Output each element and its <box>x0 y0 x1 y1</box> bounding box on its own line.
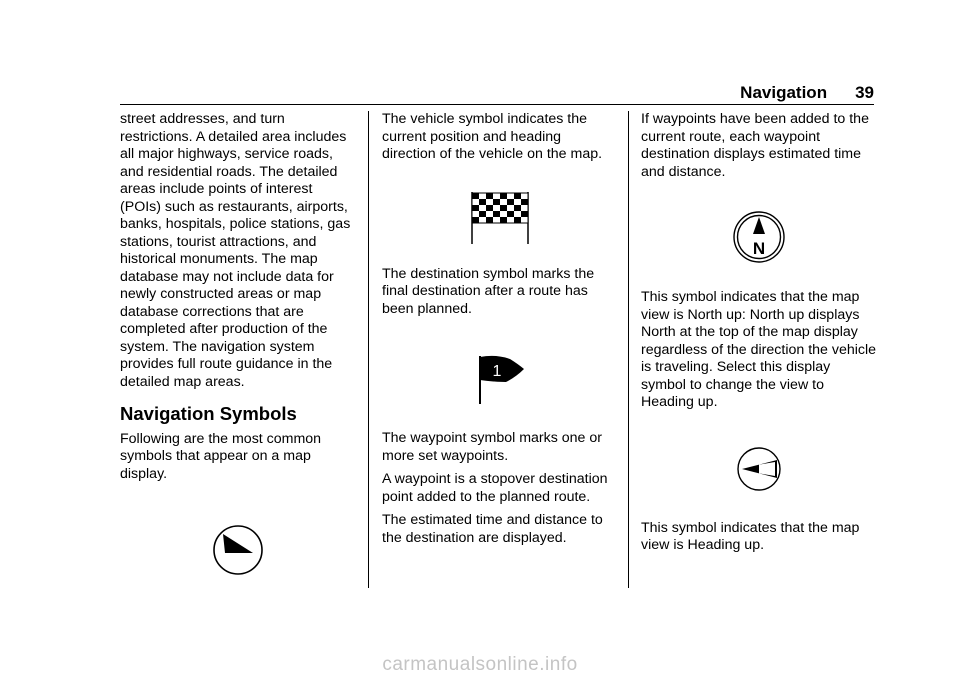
checker-square <box>472 217 479 223</box>
north-up-compass-icon <box>641 210 877 264</box>
paragraph-waypoint-time: If waypoints have been added to the current route, each waypoint destination displays estimated time and distance. <box>641 111 869 180</box>
checker-square <box>486 205 493 211</box>
vehicle-symbol-icon <box>120 523 356 577</box>
paragraph-heading-up: This symbol indicates that the map view is Heading up. <box>641 519 860 553</box>
destination-flag-icon <box>382 190 618 246</box>
checker-square <box>514 217 521 223</box>
paragraph-symbols-intro: Following are the most common symbols that appear on a map display. <box>120 430 322 482</box>
header-rule <box>120 104 874 105</box>
column-2 <box>382 111 618 553</box>
checker-square <box>500 193 507 199</box>
paragraph-destination-symbol: The destination symbol marks the final destination after a route has been planned. <box>382 265 595 317</box>
checker-square <box>486 193 493 199</box>
checker-square <box>507 199 514 205</box>
checker-square <box>486 217 493 223</box>
section-heading: Navigation Symbols <box>120 403 297 424</box>
checker-square <box>500 217 507 223</box>
checker-square <box>479 211 486 217</box>
checker-square <box>500 205 507 211</box>
paragraph-vehicle-symbol: The vehicle symbol indicates the current position and heading direction of the vehicle on the map. <box>382 111 603 162</box>
column-1 <box>120 111 356 577</box>
watermark: carmanualsonline.info <box>382 654 578 675</box>
paragraph-map-detail: street addresses, and turn restrictions. A detailed area includes all major highways, service roads, and residential roads. The detailed areas include points of interest (POIs) such as restaurants, airports, banks, hospitals, police stations, gas stations, tourist attractions, and historical monuments. The map database may not include data for newly constructed areas or map database corrections that are completed after production of the system. The navigation system provides full route guidance in the detailed map areas. <box>120 111 351 390</box>
checker-square <box>521 211 528 217</box>
checker-square <box>514 205 521 211</box>
checker-square <box>472 205 479 211</box>
waypoint-flag-icon <box>382 352 618 406</box>
column-divider-1 <box>368 111 369 588</box>
column-divider-2 <box>628 111 629 588</box>
checker-square <box>514 193 521 199</box>
checker-square <box>507 211 514 217</box>
page-header <box>740 83 874 103</box>
paragraph-estimated-time: The estimated time and distance to the destination are displayed. <box>382 512 603 546</box>
paragraph-waypoint-definition: A waypoint is a stopover destination point added to the planned route. <box>382 471 608 505</box>
checker-square <box>479 199 486 205</box>
paragraph-waypoint-symbol: The waypoint symbol marks one or more set waypoints. <box>382 430 602 464</box>
page-number: 39 <box>855 83 874 102</box>
checker-square <box>493 199 500 205</box>
column-3 <box>641 111 877 561</box>
paragraph-north-up: This symbol indicates that the map view is North up: North up displays North at the top of the map display regardless of the direction the vehicle is traveling. Select this display symbol to change the view to Heading up. <box>641 289 877 410</box>
north-letter: N <box>752 239 766 258</box>
heading-up-icon <box>641 446 877 492</box>
checker-square <box>493 211 500 217</box>
checker-square <box>521 199 528 205</box>
checker-square <box>472 193 479 199</box>
waypoint-number: 1 <box>492 363 502 380</box>
section-title: Navigation <box>740 83 828 102</box>
